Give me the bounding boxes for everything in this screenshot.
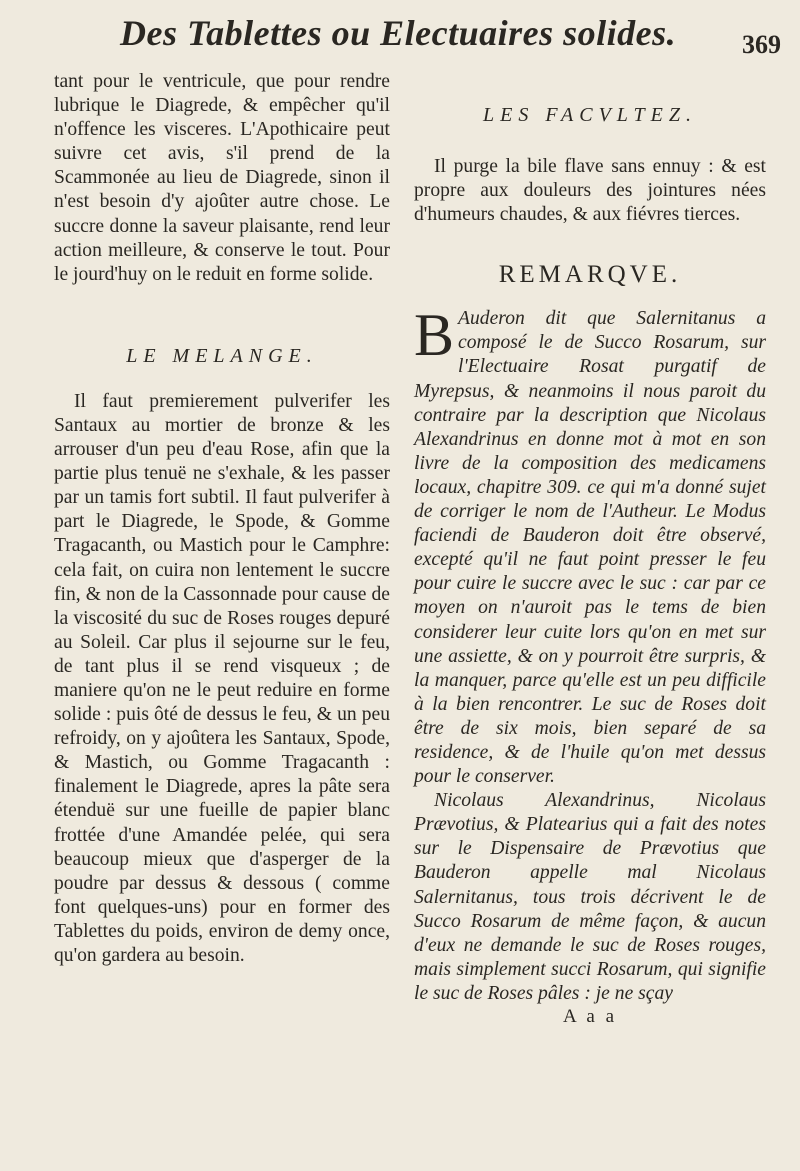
opening-paragraph: tant pour le ventricule, que pour rendre lubrique le Diagrede, & empêcher qu'il n'offence les visceres. L'Apothicaire peut suivre cet avis, s'il prend de la Scammonée au lieu de Diagrede, sinon il n'est besoin d'y ajoûter autre chose. Le succre donne la saveur plaisante, rend leur action meilleure, & conserve le tout. Pour le jourd'huy on le reduit en forme solide. [54, 71, 390, 285]
signature-mark: A a a [562, 1006, 618, 1027]
remarque-block [414, 302, 766, 789]
facultez-paragraph: Il purge la bile flave sans ennuy : & est propre aux douleurs des jointures nées d'humeurs chaudes, & aux fiévres tierces. [414, 156, 766, 226]
facultez-heading: LES FACVLTEZ. [483, 104, 697, 126]
remarque-paragraph-1: Auderon dit que Salernitanus a composé le de Succo Rosarum, sur l'Electuaire Rosat purgatif de Myrepsus, & neanmoins il nous paroit du contraire par la description que Nicolaus Alexandrinus en donne mot à mot en son livre de la composition des medicamens locaux, chapitre 309. ce qui m'a donné sujet de corriger le nom de l'Autheur. Le Modus faciendi de Bauderon doit être observé, excepté qu'il ne faut point presser le feu pour cuire le succre avec le suc : car par ce moyen on n'auroit pas le tems de bien considerer leur cuite lors qu'on en met sur une assiette, & on y pourroit être surpris, & la manquer, parce qu'elle est un peu difficile à la bien rencontrer. Le suc de Roses doit être de six mois, bien separé de sa residence, & de l'huile qu'on met dessus pour le conserver. [414, 308, 766, 788]
remarque-paragraph-2: Nicolaus Alexandrinus, Nicolaus Prævotius, & Platearius qui a fait des notes sur le Dispensaire de Prævotius que Bauderon appelle mal Nicolaus Salernitanus, tous trois décrivent le de Succo Rosarum de même façon, & aucun d'eux ne demande le suc de Roses rouges, mais simplement succi Rosarum, qui signifie le suc de Roses pâles : je ne sçay [414, 790, 766, 1004]
drop-cap: B [414, 302, 455, 369]
melange-paragraph: Il faut premierement pulverifer les Santaux au mortier de bronze & les arrouser d'un peu d'eau Rose, afin que la partie plus tenuë ne s'exhale, & les passer par un tamis fort subtil. Il faut pulverifer à part le Diagrede, le Spode, & Gomme Tragacanth, ou Mastich pour le Camphre: cela fait, on cuira non lentement le succre fin, & non de la Cassonnade pour cause de la viscosité du suc de Roses rouges depuré au Soleil. Car plus il sejourne sur le feu, de tant plus il se rend visqueux ; de maniere qu'on ne le peut reduire en forme solide : puis ôté de dessus le feu, & un peu refroidy, on y ajoûtera les Santaux, Spode, & Mastich, ou Gomme Tragacanth : finalement le Diagrede, apres la pâte sera étenduë sur une fueille de papier blanc frottée d'une Amandée pelée, qui sera beaucoup mieux que d'asperger de la poudre par dessus & dessous ( comme font quelques-uns) pour en former des Tablettes du poids, environ de demy once, qu'on gardera au besoin. [54, 390, 390, 966]
page-number: 369 [742, 30, 781, 59]
remarque-heading: REMARQVE. [498, 261, 682, 289]
melange-heading: LE MELANGE. [126, 344, 318, 367]
right-column [414, 70, 766, 1028]
left-column [54, 70, 390, 968]
running-head: Des Tablettes ou Electuaires solides. [120, 13, 677, 53]
